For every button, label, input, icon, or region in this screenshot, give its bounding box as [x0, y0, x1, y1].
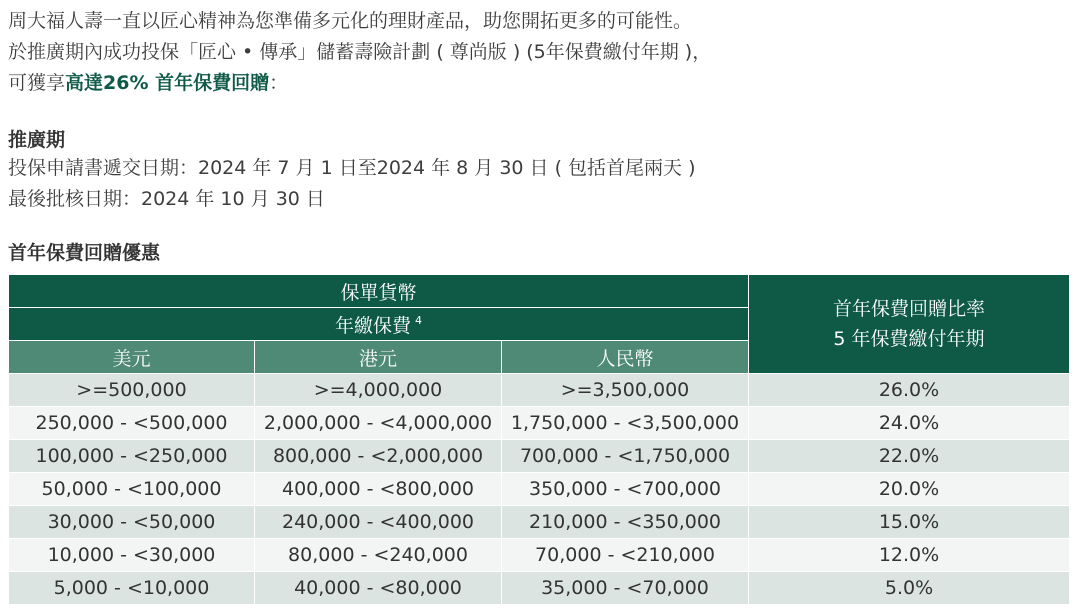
rebate-ratio-cell: 15.0%: [749, 506, 1070, 539]
hkd-premium-cell: 2,000,000 - <4,000,000: [255, 407, 502, 440]
rebate-ratio-header: [749, 275, 1070, 374]
rmb-premium-cell: >=3,500,000: [502, 374, 749, 407]
table-row: [9, 506, 1070, 539]
column-header-hkd: 港元: [255, 341, 502, 374]
rmb-premium-cell: 210,000 - <350,000: [502, 506, 749, 539]
rmb-premium-cell: 350,000 - <700,000: [502, 473, 749, 506]
intro-paragraph: [8, 6, 711, 99]
footnote-marker: 4: [415, 314, 422, 328]
rmb-premium-cell: 35,000 - <70,000: [502, 572, 749, 605]
usd-premium-cell: >=500,000: [9, 374, 255, 407]
table-row: [9, 374, 1070, 407]
rebate-ratio-cell: 5.0%: [749, 572, 1070, 605]
column-header-rmb: 人民幣: [502, 341, 749, 374]
usd-premium-cell: 100,000 - <250,000: [9, 440, 255, 473]
rmb-premium-cell: 1,750,000 - <3,500,000: [502, 407, 749, 440]
hkd-premium-cell: >=4,000,000: [255, 374, 502, 407]
hkd-premium-cell: 240,000 - <400,000: [255, 506, 502, 539]
annual-premium-header: [9, 308, 749, 341]
table-row: [9, 407, 1070, 440]
hkd-premium-cell: 800,000 - <2,000,000: [255, 440, 502, 473]
usd-premium-cell: 5,000 - <10,000: [9, 572, 255, 605]
rmb-premium-cell: 70,000 - <210,000: [502, 539, 749, 572]
usd-premium-cell: 30,000 - <50,000: [9, 506, 255, 539]
rebate-table-body: [9, 374, 1070, 605]
table-row: [9, 473, 1070, 506]
rebate-ratio-header-line-1: 首年保費回贈比率: [832, 298, 985, 320]
intro-line-3-suffix: ：: [269, 72, 289, 94]
rebate-table: [8, 274, 1070, 605]
rebate-ratio-cell: 22.0%: [749, 440, 1070, 473]
offer-section-title: 首年保費回贈優惠: [8, 242, 161, 264]
application-date-text: 投保申請書遞交日期：2024 年 7 月 1 日至2024 年 8 月 30 日 ( 包括首尾兩天 ): [8, 157, 696, 179]
promotion-period-details: [8, 153, 696, 215]
policy-currency-header: 保單貨幣: [9, 275, 749, 308]
annual-premium-label: 年繳保費: [334, 314, 411, 337]
hkd-premium-cell: 400,000 - <800,000: [255, 473, 502, 506]
promotion-period-title: 推廣期: [8, 129, 66, 151]
usd-premium-cell: 10,000 - <30,000: [9, 539, 255, 572]
hkd-premium-cell: 80,000 - <240,000: [255, 539, 502, 572]
rebate-ratio-cell: 12.0%: [749, 539, 1070, 572]
approval-date-text: 最後批核日期：2024 年 10 月 30 日: [8, 188, 325, 210]
table-row: [9, 572, 1070, 605]
column-header-usd: 美元: [9, 341, 255, 374]
rebate-ratio-header-line-2: 5 年保費繳付年期: [833, 328, 985, 350]
intro-line-3-prefix: 可獲享: [8, 72, 66, 94]
usd-premium-cell: 50,000 - <100,000: [9, 473, 255, 506]
usd-premium-cell: 250,000 - <500,000: [9, 407, 255, 440]
rebate-ratio-cell: 26.0%: [749, 374, 1070, 407]
rebate-ratio-cell: 20.0%: [749, 473, 1070, 506]
hkd-premium-cell: 40,000 - <80,000: [255, 572, 502, 605]
intro-line-1: 周大福人壽一直以匠心精神為您準備多元化的理財產品，助您開拓更多的可能性。: [8, 10, 693, 32]
rebate-highlight: 高達26% 首年保費回贈: [65, 72, 270, 94]
table-row: [9, 440, 1070, 473]
intro-line-3: [8, 68, 711, 99]
rebate-ratio-cell: 24.0%: [749, 407, 1070, 440]
rmb-premium-cell: 700,000 - <1,750,000: [502, 440, 749, 473]
intro-line-2: 於推廣期內成功投保「匠心 • 傳承」儲蓄壽險計劃 ( 尊尚版 ) (5年保費繳付年期 )，: [8, 41, 712, 63]
table-row: [9, 539, 1070, 572]
